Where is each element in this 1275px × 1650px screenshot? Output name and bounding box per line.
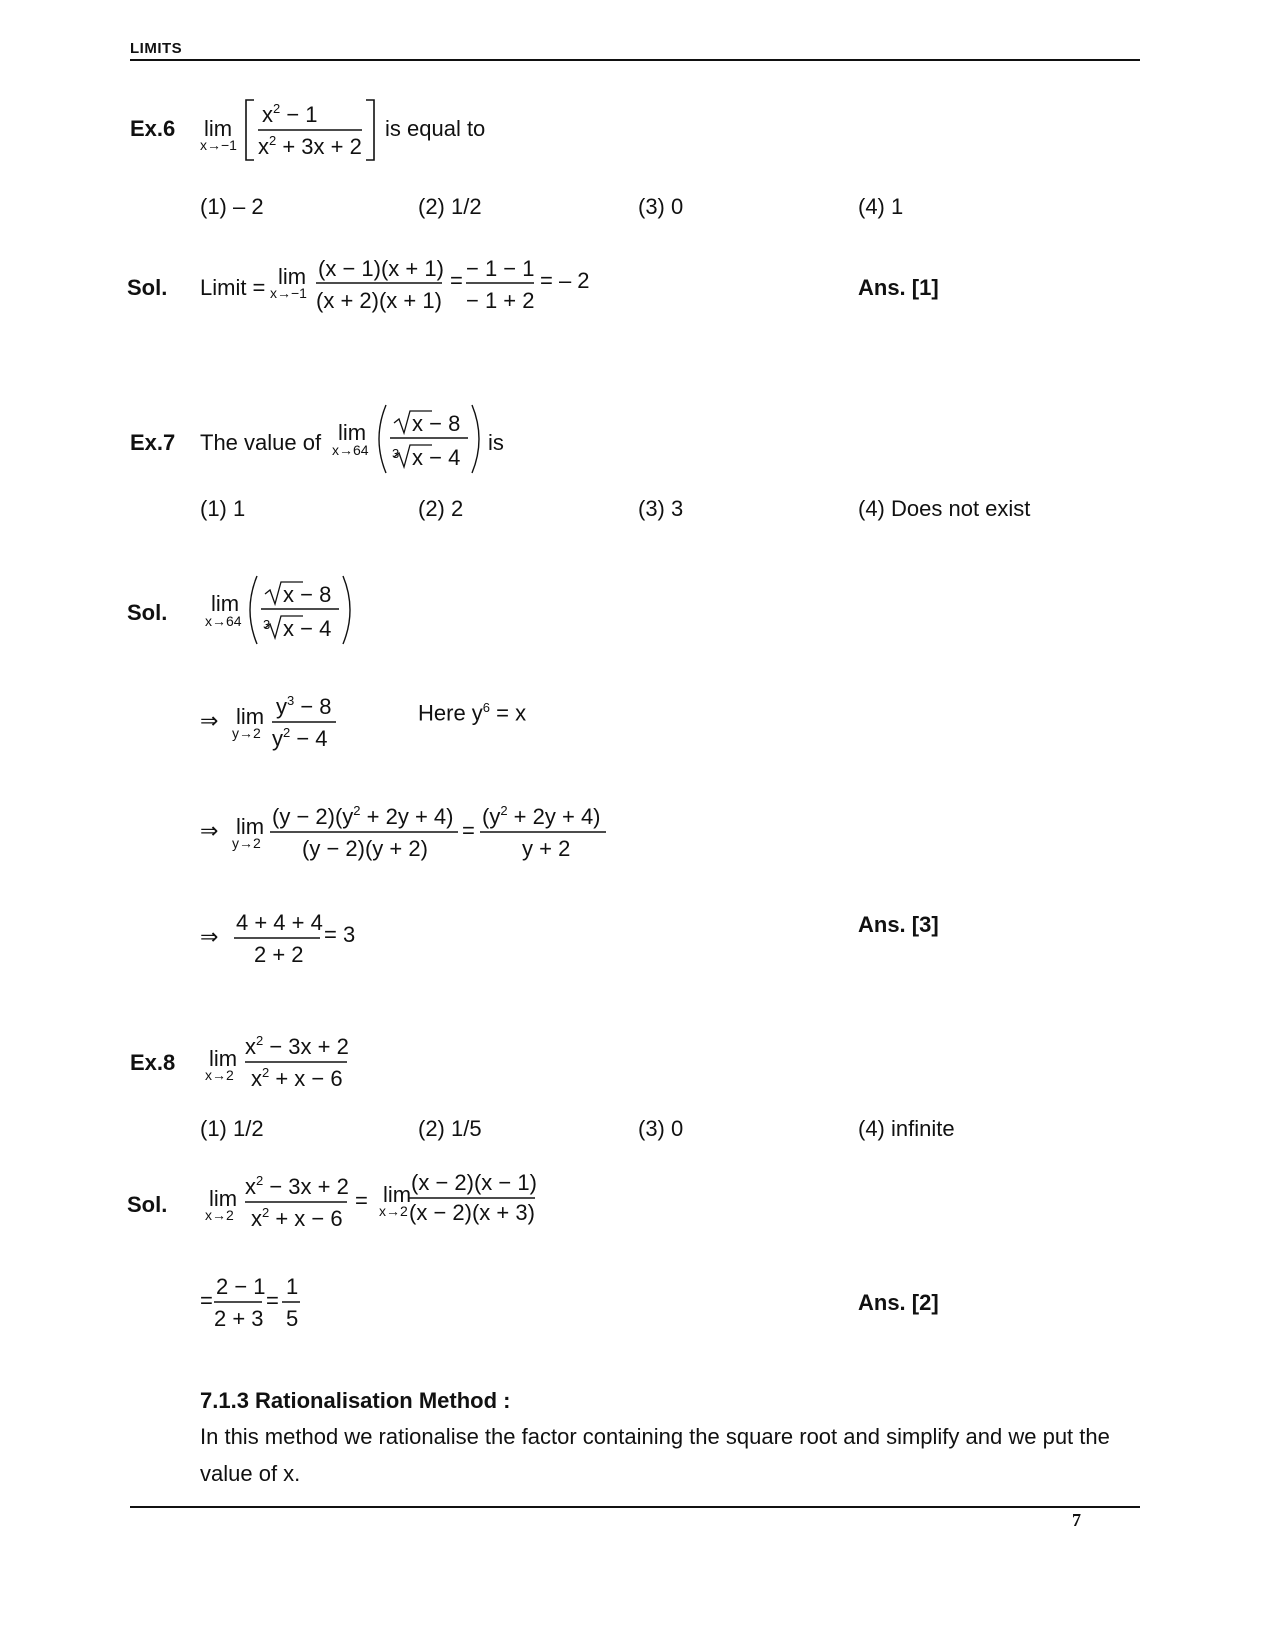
implies-sign: ⇒ [200, 924, 219, 949]
ex6-solution-label: Sol. [127, 275, 168, 300]
lim-subscript: y→2 [232, 835, 261, 851]
ex8-option-2: (2) 1/5 [418, 1116, 482, 1141]
ex6-label: Ex.6 [130, 116, 176, 141]
ex6-question-tail: is equal to [385, 116, 486, 141]
lim-operator: lim [204, 116, 233, 141]
footer-rule [130, 1506, 1140, 1508]
section-heading: 7.1.3 Rationalisation Method : [200, 1388, 511, 1413]
numerator: $x^2 - 1$ [262, 101, 318, 127]
lim-operator-2: lim [383, 1182, 412, 1207]
section-body: In this method we rationalise the factor containing the square root and simplify and we put the value of x. [200, 1424, 1110, 1486]
denominator: x − 4 [412, 445, 461, 470]
page-number: 7 [1072, 1510, 1081, 1530]
equals-sign: = [450, 268, 463, 293]
numerator: x − 8 [283, 582, 332, 607]
denominator: $y^2 - 4$ [272, 725, 328, 751]
denominator-2: − 1 + 2 [466, 288, 535, 313]
denominator: 2 + 2 [254, 942, 304, 967]
ex8-solution-step-2 [200, 1270, 360, 1340]
ex8-option-1: (1) 1/2 [200, 1116, 264, 1141]
lim-subscript: x→−1 [270, 285, 307, 301]
lim-subscript: x→64 [332, 442, 369, 458]
ex7-option-2: (2) 2 [418, 496, 464, 521]
cube-root-index: 3 [263, 617, 271, 632]
result: = – 2 [540, 268, 590, 293]
ex7-question-tail: is [488, 430, 504, 455]
ex8-solution-step-1 [205, 1170, 565, 1240]
denominator: (x + 2)(x + 1) [316, 288, 442, 313]
ex8-option-3: (3) 0 [638, 1116, 684, 1141]
left-paren [250, 576, 257, 644]
ex7-solution-step-4 [200, 906, 400, 976]
equals-sign: = [462, 818, 475, 843]
numerator: x − 8 [412, 411, 461, 436]
right-paren [343, 576, 350, 644]
lim-subscript: x→−1 [200, 137, 237, 153]
ex7-option-1: (1) 1 [200, 496, 246, 521]
numerator: 4 + 4 + 4 [236, 910, 323, 935]
ex7-solution-step-1 [205, 574, 405, 654]
ex8-answer: Ans. [2] [858, 1290, 939, 1315]
numerator: $(y - 2)(y^2 + 2y + 4)$ [272, 803, 454, 829]
equals-sign: = [355, 1188, 368, 1213]
ex6-solution-prefix: Limit = [200, 275, 266, 300]
cube-root-index: 3 [392, 446, 400, 461]
lim-subscript: x→2 [205, 1207, 234, 1223]
ex6-option-4: (4) 1 [858, 194, 904, 219]
lim-subscript: x→64 [205, 613, 242, 629]
ex7-option-4: (4) Does not exist [858, 496, 1031, 521]
numerator-2: (x − 2)(x − 1) [411, 1170, 537, 1195]
numerator-2: $(y^2 + 2y + 4)$ [482, 803, 601, 829]
numerator-2: 1 [286, 1274, 299, 1299]
numerator-2: − 1 − 1 [466, 256, 535, 281]
denominator: $x^2 + x - 6$ [251, 1065, 343, 1091]
right-paren [472, 405, 479, 473]
lim-operator: lim [278, 264, 307, 289]
header-rule [130, 59, 1140, 61]
equals-sign: = [200, 1288, 213, 1313]
ex7-label: Ex.7 [130, 430, 176, 455]
lim-operator: lim [236, 814, 265, 839]
ex8-option-4: (4) infinite [858, 1116, 955, 1141]
ex7-substitution-note: Here $y^6 = x$ [418, 700, 527, 726]
ex7-answer: Ans. [3] [858, 912, 939, 937]
denominator: 2 + 3 [214, 1306, 264, 1331]
ex6-option-2: (2) 1/2 [418, 194, 482, 219]
lim-subscript: y→2 [232, 725, 261, 741]
lim-operator: lim [211, 591, 240, 616]
numerator: $x^2 - 3x + 2$ [245, 1033, 349, 1059]
ex7-solution-step-3 [200, 800, 620, 870]
numerator: $y^3 - 8$ [276, 693, 332, 719]
lim-operator: lim [209, 1046, 238, 1071]
result: = 3 [324, 922, 356, 947]
denominator: $x^2 + x - 6$ [251, 1205, 343, 1231]
ex6-option-3: (3) 0 [638, 194, 684, 219]
lim-operator: lim [209, 1186, 238, 1211]
ex7-question-prefix: The value of [200, 430, 322, 455]
numerator: 2 − 1 [216, 1274, 266, 1299]
denominator: $x^2 + 3x + 2$ [258, 133, 362, 159]
numerator: (x − 1)(x + 1) [318, 256, 444, 281]
lim-subscript: x→2 [205, 1067, 234, 1083]
lim-subscript-2: x→2 [379, 1203, 408, 1219]
ex8-label: Ex.8 [130, 1050, 176, 1075]
ex6-answer: Ans. [1] [858, 275, 939, 300]
ex7-option-3: (3) 3 [638, 496, 684, 521]
denominator-2: y + 2 [522, 836, 571, 861]
implies-sign: ⇒ [200, 708, 219, 733]
denominator-2: 5 [286, 1306, 299, 1331]
denominator-2: (x − 2)(x + 3) [409, 1200, 535, 1225]
denominator: x − 4 [283, 616, 332, 641]
ex8-question-expression [205, 1030, 365, 1100]
lim-operator: lim [236, 704, 265, 729]
ex6-solution-expression [270, 250, 610, 320]
lim-operator: lim [338, 420, 367, 445]
denominator: (y − 2)(y + 2) [302, 836, 428, 861]
running-header: LIMITS [130, 40, 183, 57]
left-paren [379, 405, 386, 473]
ex8-solution-label: Sol. [127, 1192, 168, 1217]
numerator: $x^2 - 3x + 2$ [245, 1173, 349, 1199]
ex7-solution-label: Sol. [127, 600, 168, 625]
right-bracket [366, 100, 374, 160]
ex7-solution-step-2 [200, 690, 380, 760]
equals-sign-2: = [266, 1288, 279, 1313]
implies-sign: ⇒ [200, 818, 219, 843]
left-bracket [246, 100, 254, 160]
ex6-option-1: (1) – 2 [200, 194, 264, 219]
